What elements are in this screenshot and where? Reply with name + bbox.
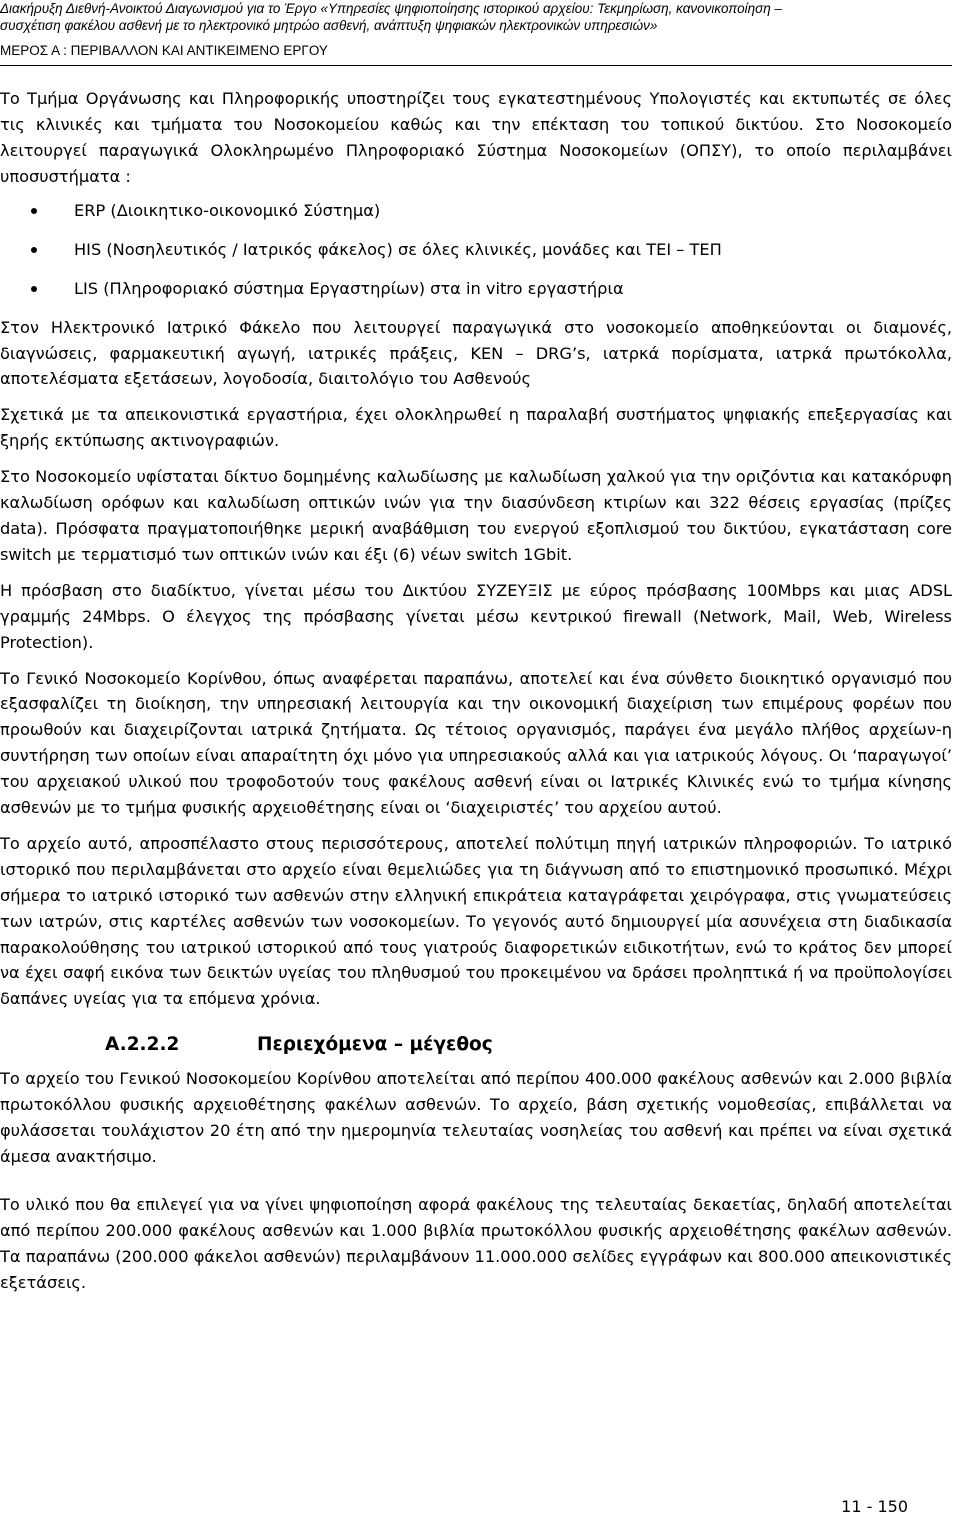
paragraph-archive-contents: Το αρχείο του Γενικού Νοσοκομείου Κορίνθου αποτελείται από περίπου 400.000 φακέλους ασθενών και 2.000 βιβλία πρωτοκόλλου φυσικής αρχειοθέτησης φακέλων ασθενών. Το αρχείο, βάση σχετικής νομοθεσίας, επιβάλλεται να φυλάσσεται τουλάχιστον 20 έτη από την ημερομηνία τελευταίας νοσηλείας του ασθενή και πρέπει να είναι σχετικά άμεσα ανακτήσιμο. bbox=[0, 1069, 952, 1166]
section-number: A.2.2.2 bbox=[105, 1034, 180, 1056]
list-item bbox=[0, 237, 952, 262]
list-item-text: ERP (Διοικητικο-οικονομικό Σύστημα) bbox=[74, 200, 381, 220]
paragraph-internet-access: Η πρόσβαση στο διαδίκτυο, γίνεται μέσω του Δικτύου ΣΥΖΕΥΞΙΣ με εύρος πρόσβασης 100Mbps και μιας ADSL γραμμής 24Mbps. Ο έλεγχος της πρόσβασης γίνεται μέσω κεντρικού firewall (Network, Mail, Web, Wireless Protection). bbox=[0, 580, 952, 652]
list-item bbox=[0, 276, 952, 301]
header-divider bbox=[0, 65, 952, 66]
page-number: 11 - 150 bbox=[841, 1497, 908, 1516]
subsystem-list bbox=[0, 198, 952, 301]
document-body bbox=[0, 86, 952, 1295]
paragraph-digitization-scope: Το υλικό που θα επιλεγεί για να γίνει ψηφιοποίηση αφορά φακέλους της τελευταίας δεκαετίας, δηλαδή αποτελείται από περίπου 200.000 φακέλους ασθενών και 1.000 βιβλία πρωτοκόλλου φυσικής αρχειοθέτησης φακέλων ασθενών. Τα παραπάνω (200.000 φάκελοι ασθενών) περιλαμβάνουν 11.000.000 σελίδες εγγράφων και 800.000 απεικονιστικές εξετάσεις. bbox=[0, 1194, 952, 1292]
bullet-icon bbox=[31, 208, 37, 214]
paragraph-hospital-organization: Το Γενικό Νοσοκομείο Κορίνθου, όπως αναφέρεται παραπάνω, αποτελεί και ένα σύνθετο διοικητικό οργανισμό που εξασφαλίζει τη διοίκηση, την υπηρεσιακή λειτουργία και την οικονομική διαχείριση των επιμέρους φορέων που προωθούν και διαχειρίζονται ιατρικά ζητήματα. Ως τέτοιος οργανισμός, παράγει ένα μεγάλο πλήθος αρχείων-η συντήρηση των οποίων είναι απαραίτητη όχι μόνο για υπηρεσιακούς αλλά και για ιατρικούς λόγους. Οι ‘παραγωγοί’ του αρχειακού υλικού που τροφοδοτούν τους φακέλους ασθενή είναι οι Ιατρικές Κλινικές ενώ το τμήμα κίνησης ασθενών με το τμήμα φυσικής αρχειοθέτησης είναι οι ‘διαχειριστές’ του αρχείου αυτού. bbox=[0, 668, 952, 818]
paragraph-it-support: Το Τμήμα Οργάνωσης και Πληροφορικής υποστηρίζει τους εγκατεστημένους Υπολογιστές και εκτυπωτές σε όλες τις κλινικές και τμήματα του Νοσοκομείου καθώς και την επέκταση του τοπικού δικτύου. Στο Νοσοκομείο λειτουργεί παραγωγικά Ολοκληρωμένο Πληροφοριακό Σύστημα Νοσοκομείων (ΟΠΣΥ), το οποίο περιλαμβάνει υποσυστήματα : bbox=[0, 89, 952, 186]
list-item-text: HIS (Νοσηλευτικός / Ιατρικός φάκελος) σε όλες κλινικές, μονάδες και ΤΕΙ – ΤΕΠ bbox=[74, 239, 722, 259]
header-line-1: Διακήρυξη Διεθνή-Ανοικτού Διαγωνισμού για το Έργο «Υπηρεσίες ψηφιοποίησης ιστορικού αρχείου: Τεκμηρίωση, κανονικοποίηση – bbox=[0, 1, 783, 16]
paragraph-ehr: Στον Ηλεκτρονικό Ιατρικό Φάκελο που λειτουργεί παραγωγικά στο νοσοκομείο αποθηκεύονται οι διαμονές, διαγνώσεις, φαρμακευτική αγωγή, ιατρικές πράξεις, ΚΕΝ – DRG’s, ιατρκά πορίσματα, ιατρκά πρωτόκολλα, αποτελέσματα εξετάσεων, λογοδοσία, διαιτολόγιο του Ασθενούς bbox=[0, 317, 952, 389]
section-title: Περιεχόμενα – μέγεθος bbox=[257, 1034, 493, 1056]
paragraph-imaging: Σχετικά με τα απεικονιστικά εργαστήρια, έχει ολοκληρωθεί η παραλαβή συστήματος ψηφιακής επεξεργασίας και ξηρής εκτύπωσης ακτινογραφιών. bbox=[0, 405, 952, 451]
list-item-text: LIS (Πληροφοριακό σύστημα Εργαστηρίων) στα in vitro εργαστήρια bbox=[74, 278, 624, 298]
section-heading bbox=[0, 1032, 952, 1058]
document-header bbox=[0, 0, 952, 66]
bullet-icon bbox=[31, 247, 37, 253]
header-line-2: συσχέτιση φακέλου ασθενή με το ηλεκτρονικό μητρώο ασθενή, ανάπτυξη ψηφιακών ηλεκτρονικών υπηρεσιών» bbox=[0, 18, 658, 33]
bullet-icon bbox=[31, 286, 37, 292]
header-part-title: ΜΕΡΟΣ Α : ΠΕΡΙΒΑΛΛΟΝ ΚΑΙ ΑΝΤΙΚΕΙΜΕΝΟ ΕΡΓΟΥ bbox=[0, 43, 328, 58]
paragraph-network: Στο Νοσοκομείο υφίσταται δίκτυο δομημένης καλωδίωσης με καλωδίωση χαλκού για την οριζόντια και κατακόρυφη καλωδίωση ορόφων και καλωδίωση οπτικών ινών για την διασύνδεση κτιρίων και 322 θέσεις εργασίας (πρίζες data). Πρόσφατα πραγματοποιήθηκε μερική αναβάθμιση του ενεργού εξοπλισμού του δικτύου, εγκατάσταση core switch με τερματισμό των οπτικών ινών και έξι (6) νέων switch 1Gbit. bbox=[0, 467, 952, 564]
list-item bbox=[0, 198, 952, 223]
paragraph-archive-value: Το αρχείο αυτό, απροσπέλαστο στους περισσότερους, αποτελεί πολύτιμη πηγή ιατρικών πληροφοριών. Το ιατρικό ιστορικό που περιλαμβάνεται στο αρχείο είναι θεμελιώδες για τη διάγνωση από το επιστημονικό προσωπικό. Μέχρι σήμερα το ιατρικό ιστορικό των ασθενών στην ελληνική επικράτεια καταγράφεται χειρόγραφα, στις γνωματεύσεις των ιατρών, στις καρτέλες ασθενών των νοσοκομείων. Το γεγονός αυτό δημιουργεί μία ασυνέχεια στη διαδικασία παρακολούθησης του ιατρικού ιστορικού από τους γιατρούς διαφορετικών ειδικοτήτων, ενώ το κράτος δεν μπορεί να έχει σαφή εικόνα των δεικτών υγείας του πληθυσμού του προκειμένου να δράσει προληπτικά ή να προϋπολογίσει δαπάνες υγείας για τα επόμενα χρόνια. bbox=[0, 833, 952, 1009]
